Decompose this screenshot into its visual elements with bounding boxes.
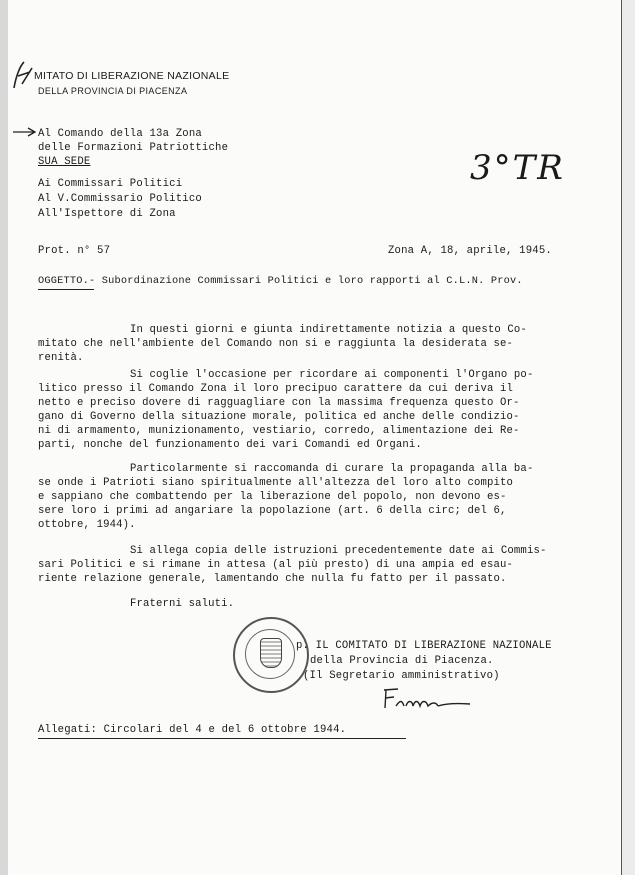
handwritten-mark-icon <box>10 58 36 94</box>
body-line: riente relazione generale, lamentando che nulla fu fatto per il passato. <box>38 573 507 585</box>
body-line: ni di armamento, munizionamento, vestiario, corredo, alimentazione dei Re- <box>38 425 520 437</box>
body-line: renità. <box>38 352 84 364</box>
official-seal-icon <box>233 617 309 693</box>
body-line: ottobre, 1944). <box>38 519 136 531</box>
body-line: litico presso il Comando Zona il loro precipuo carattere da cui deriva il <box>38 383 514 395</box>
body-line: se onde i Patrioti siano spiritualmente all'altezza del loro alto compito <box>38 477 514 489</box>
recipient-line-5: Al V.Commissario Politico <box>38 193 202 205</box>
handwritten-signature-icon <box>380 686 480 712</box>
arrow-icon <box>12 127 38 137</box>
body-line: netto e preciso dovere di ragguagliare con la massima frequenza questo Or- <box>38 397 520 409</box>
body-line: Particolarmente si raccomanda di curare la propaganda alla ba- <box>130 463 534 475</box>
body-line: sari Politici e si rimane in attesa (al più presto) di una ampia ed esau- <box>38 559 514 571</box>
letter-date: Zona A, 18, aprile, 1945. <box>388 245 552 257</box>
signature-block-line-1: p. IL COMITATO DI LIBERAZIONE NAZIONALE <box>296 640 552 652</box>
body-line: parti, nonche del funzionamento dei vari Comandi ed Organi. <box>38 439 422 451</box>
protocol-number: Prot. n° 57 <box>38 245 111 257</box>
letterhead-line-2: DELLA PROVINCIA DI PIACENZA <box>38 86 188 96</box>
body-line: e sappiano che combattendo per la liberazione del popolo, non devono es- <box>38 491 507 503</box>
recipient-line-6: All'Ispettore di Zona <box>38 208 176 220</box>
signature-block-line-2: della Provincia di Piacenza. <box>310 655 494 667</box>
closing-salutation: Fraterni saluti. <box>130 598 235 610</box>
body-line: mitato che nell'ambiente del Comando non si e raggiunta la desiderata se- <box>38 338 514 350</box>
recipient-line-1: Al Comando della 13a Zona <box>38 128 202 140</box>
body-line: In questi giorni e giunta indirettamente notizia a questo Co- <box>130 324 527 336</box>
scan-right-edge <box>621 0 635 875</box>
body-line: Si allega copia delle istruzioni precedentemente date ai Commis- <box>130 545 547 557</box>
body-line: sere loro i primi ad angariare la popolazione (art. 6 della circ; del 6, <box>38 505 507 517</box>
recipient-line-2: delle Formazioni Patriottiche <box>38 142 229 154</box>
attachments-line: Allegati: Circolari del 4 e del 6 ottobre 1944. <box>38 724 347 736</box>
body-line: Si coglie l'occasione per ricordare ai componenti l'Organo po- <box>130 369 534 381</box>
handwritten-note: 3°TR <box>470 148 565 188</box>
subject-underline <box>38 289 94 290</box>
subject-line: OGGETTO.- Subordinazione Commissari Politici e loro rapporti al C.L.N. Prov. <box>38 275 523 287</box>
attachments-underline <box>38 738 406 739</box>
letterhead-line-1: MITATO DI LIBERAZIONE NAZIONALE <box>34 70 230 82</box>
body-line: gano di Governo della situazione morale, politica ed anche delle condizio- <box>38 411 520 423</box>
signature-block-line-3: (Il Segretario amministrativo) <box>303 670 500 682</box>
recipient-line-3: SUA SEDE <box>38 156 91 168</box>
recipient-line-4: Ai Commissari Politici <box>38 178 183 190</box>
